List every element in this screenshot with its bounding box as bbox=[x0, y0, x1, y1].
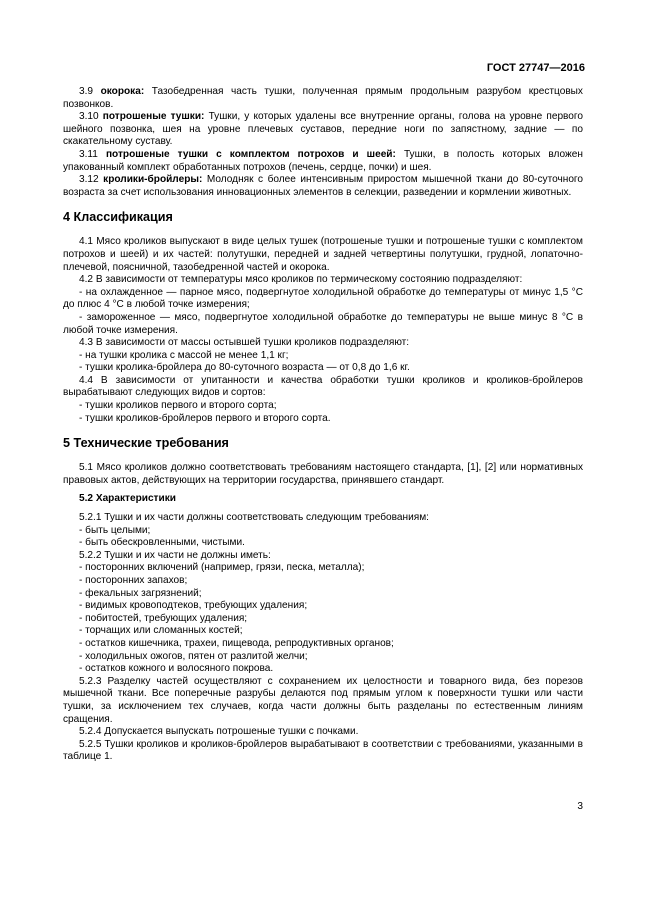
section-4-body bbox=[63, 236, 583, 425]
document-code: ГОСТ 27747—2016 bbox=[486, 62, 585, 74]
paragraph: 5.2.4 Допускается выпускать потрошеные тушки с почками. bbox=[79, 726, 359, 738]
subsection-5-2-heading: 5.2 Характеристики bbox=[79, 493, 176, 505]
section-4-heading: 4 Классификация bbox=[63, 210, 173, 225]
terms-list bbox=[63, 86, 583, 199]
page-number: 3 bbox=[577, 801, 583, 812]
paragraph: 4.2 В зависимости от температуры мясо кроликов по термическому состоянию подразделяют: bbox=[79, 274, 523, 286]
paragraph: 4.3 В зависимости от массы остывшей тушки кроликов подразделяют: bbox=[79, 337, 410, 349]
list-item: - торчащих или сломанных костей; bbox=[79, 625, 243, 637]
paragraph: 4.1 Мясо кроликов выпускают в виде целых тушек (потрошеные тушки и потрошеные тушки с комплектом потрохов и шеей) и их частей: полутушки, передней и задней четвертины полутушки, грудной, лопаточно-плечевой, поясничной, тазобедренной частей и окорока. bbox=[63, 236, 583, 273]
paragraph: 5.2.1 Тушки и их части должны соответствовать следующим требованиям: bbox=[79, 512, 429, 524]
paragraph: 5.2.5 Тушки кроликов и кроликов-бройлеров вырабатывают в соответствии с требованиями, указанными в таблице 1. bbox=[63, 738, 583, 763]
term-3-11: 3.11 потрошеные тушки с комплектом потрохов и шеей: Тушки, в полость которых вложен упакованный комплект обработанных потрохов (печень, сердце, почки) и шея. bbox=[63, 148, 583, 173]
list-item: - остатков кишечника, трахеи, пищевода, репродуктивных органов; bbox=[79, 637, 394, 649]
paragraph: 5.2.2 Тушки и их части не должны иметь: bbox=[79, 549, 271, 561]
list-item: - тушки кроликов первого и второго сорта; bbox=[79, 400, 277, 412]
list-item: - побитостей, требующих удаления; bbox=[79, 612, 248, 624]
list-item: - на тушки кролика с массой не менее 1,1 кг; bbox=[79, 349, 289, 361]
list-item: - замороженное — мясо, подвергнутое холодильной обработке до температуры не выше минус 8 °С в любой точке измерения. bbox=[63, 311, 583, 336]
list-item: - быть целыми; bbox=[79, 524, 151, 536]
section-5-2-body bbox=[63, 512, 583, 764]
term-3-9: 3.9 окорока: Тазобедренная часть тушки, полученная прямым продольным разрубом крестцовых позвонков. bbox=[63, 86, 583, 110]
list-item: - посторонних запахов; bbox=[79, 575, 188, 586]
document-body bbox=[63, 86, 583, 764]
list-item: - тушки кролика-бройлера до 80-суточного возраста — от 0,8 до 1,6 кг. bbox=[79, 362, 410, 374]
term-3-10: 3.10 потрошеные тушки: Тушки, у которых удалены все внутренние органы, голова на уровне первого шейного позвонка, шея на уровне плечевых суставов, передние ноги по запястному, задние — по скакательному суставу. bbox=[63, 111, 583, 148]
section-5-heading: 5 Технические требования bbox=[63, 436, 229, 451]
paragraph: 4.4 В зависимости от упитанности и качества обработки тушки кроликов и кроликов-бройлеров вырабатывают следующих видов и сортов: bbox=[63, 374, 583, 399]
list-item: - на охлажденное — парное мясо, подвергнутое холодильной обработке до температуры от минус 1,5 °С до плюс 4 °С в любой точке измерения; bbox=[63, 286, 583, 311]
list-item: - фекальных загрязнений; bbox=[79, 587, 202, 599]
list-item: - остатков кожного и волосяного покрова. bbox=[79, 663, 274, 675]
paragraph: 5.2.3 Разделку частей осуществляют с сохранением их целостности и товарного вида, без порезов мышечной ткани. Все поперечные разрубы делаются под прямым углом к поверхности тушки или части тушки, за исключением тех случаев, когда части должны быть разделаны по естественным линиям сращения. bbox=[63, 675, 583, 725]
list-item: - быть обескровленными, чистыми. bbox=[79, 537, 245, 549]
list-item: - видимых кровоподтеков, требующих удаления; bbox=[79, 600, 308, 612]
list-item: - посторонних включений (например, грязи, песка, металла); bbox=[79, 562, 365, 574]
term-3-12: 3.12 кролики-бройлеры: Молодняк с более интенсивным приростом мышечной ткани до 80-суточного возраста за счет использования инновационных элементов в селекции, разведении и кормлении животных. bbox=[63, 174, 584, 198]
list-item: - тушки кроликов-бройлеров первого и второго сорта. bbox=[79, 412, 331, 424]
list-item: - холодильных ожогов, пятен от разлитой желчи; bbox=[79, 650, 308, 662]
paragraph: 5.1 Мясо кроликов должно соответствовать требованиям настоящего стандарта, [1], [2] или нормативных правовых актов, действующих на территории государства, принявшего стандарт. bbox=[63, 462, 583, 486]
